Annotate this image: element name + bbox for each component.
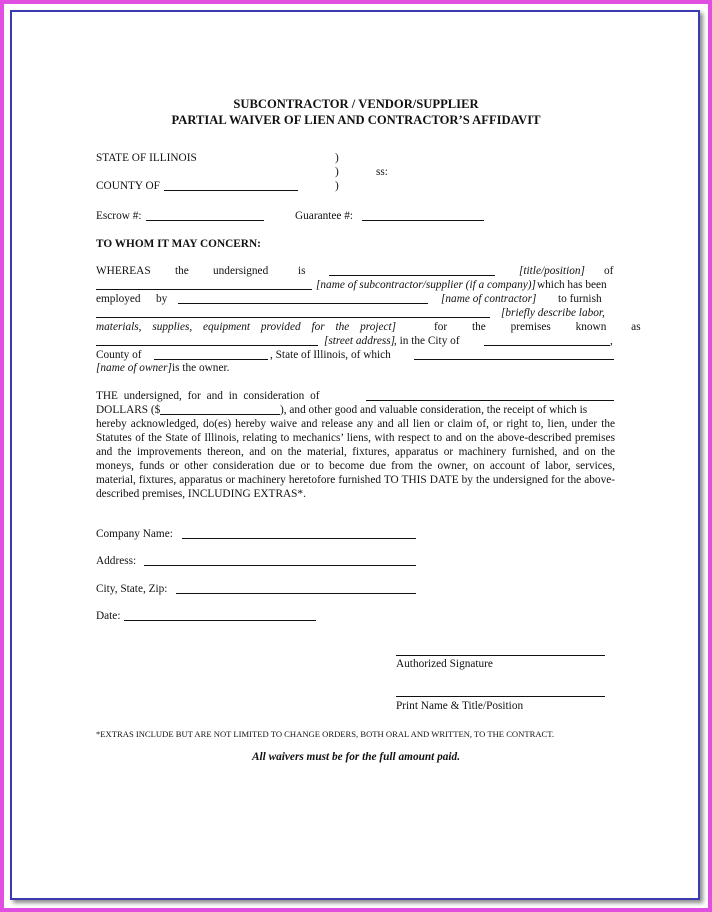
extras-footnote: *EXTRAS INCLUDE BUT ARE NOT LIMITED TO CHANGE ORDERS, BOTH ORAL AND WRITTEN, TO THE CONTRACT. [96,729,555,739]
for-premises: for the premises known as [434,321,641,333]
street-address-hint: [street address] [324,335,396,347]
venue-paren-3: ) [335,180,339,192]
consideration-start: THE undersigned, for and in consideration of [96,390,320,402]
dollars-label: DOLLARS ($ [96,404,161,416]
which-has-been: which has been [537,279,607,291]
title-line-1: SUBCONTRACTOR / VENDOR/SUPPLIER [233,97,479,111]
title-line-2: PARTIAL WAIVER OF LIEN AND CONTRACTOR’S AFFIDAVIT [171,113,541,127]
subcontractor-name-field[interactable] [96,279,312,290]
city-state-zip-field[interactable] [176,583,416,594]
print-name-label: Print Name & Title/Position [396,700,524,712]
date-field[interactable] [124,610,316,621]
print-name-line[interactable] [396,696,605,697]
to-furnish: to furnish [558,293,602,305]
subcontractor-hint: [name of subcontractor/supplier (if a company)] [316,279,536,291]
amount-words-field[interactable] [366,390,614,401]
is-the-owner: is the owner. [172,362,230,374]
escrow-label: Escrow #: [96,210,142,222]
owner-hint: [name of owner] [96,362,172,374]
contractor-name-field[interactable] [178,293,428,304]
project-county-field[interactable] [154,349,268,360]
venue-paren-2: ) [335,166,339,178]
owner-name-field[interactable] [414,349,614,360]
salutation: TO WHOM IT MAY CONCERN: [96,238,261,250]
state-of-illinois-text: , State of Illinois, of which [270,349,391,361]
whereas-word-2: the [175,265,189,277]
in-the-city: , in the City of [394,335,460,347]
whereas-word-3: undersigned [213,265,269,277]
state-label: STATE OF ILLINOIS [96,152,197,164]
city-comma: , [610,335,613,347]
consideration-body-text: hereby acknowledged, do(es) hereby waive and release any and all lien or claim of, or right to, lien, under the Statutes of the State of Illinois, relating to mechanics’ liens, with respect to and on the above-described premises and the improvements thereon, and on the material, fixtures, apparatus or machinery furnished, and on the moneys, funds or other consideration due or to become due from the owner, on account of labor, services, material, fixtures, apparatus or machinery heretofore furnished TO THIS DATE by the undersigned for the above-described premises, INCLUDING EXTRAS*. [96,418,615,500]
street-address-field[interactable] [96,335,318,346]
city-state-zip-label: City, State, Zip: [96,583,168,595]
labor-hint: [briefly describe labor, [501,307,605,319]
ss-label: ss: [376,166,388,178]
title-position-hint: [title/position] [519,265,585,277]
consideration-body [96,417,615,501]
escrow-field[interactable] [146,210,264,221]
county-field[interactable] [164,180,298,191]
by-word: by [156,293,168,305]
amount-figure-field[interactable] [160,404,280,415]
authorized-signature-line[interactable] [396,655,605,656]
contractor-hint: [name of contractor] [441,293,537,305]
company-name-field[interactable] [182,528,416,539]
materials-hint: materials, supplies, equipment provided for the project] [96,321,397,333]
address-field[interactable] [144,555,416,566]
labor-description-field[interactable] [96,307,490,318]
guarantee-field[interactable] [362,210,484,221]
whereas-of: of [604,265,614,277]
guarantee-label: Guarantee #: [295,210,354,222]
address-label: Address: [96,555,137,567]
county-label: COUNTY OF [96,180,160,192]
company-name-label: Company Name: [96,528,173,540]
employed-word: employed [96,293,141,305]
undersigned-name-field[interactable] [329,265,495,276]
date-label: Date: [96,610,121,622]
whereas-word-4: is [298,265,306,277]
authorized-signature-label: Authorized Signature [396,658,493,670]
closing-note: All waivers must be for the full amount paid. [251,751,461,763]
county-of-label: County of [96,349,142,361]
whereas-word-1: WHEREAS [96,265,151,277]
dollars-rest: ), and other good and valuable consideration, the receipt of which is [280,404,588,416]
venue-paren-1: ) [335,152,339,164]
city-field[interactable] [484,335,610,346]
